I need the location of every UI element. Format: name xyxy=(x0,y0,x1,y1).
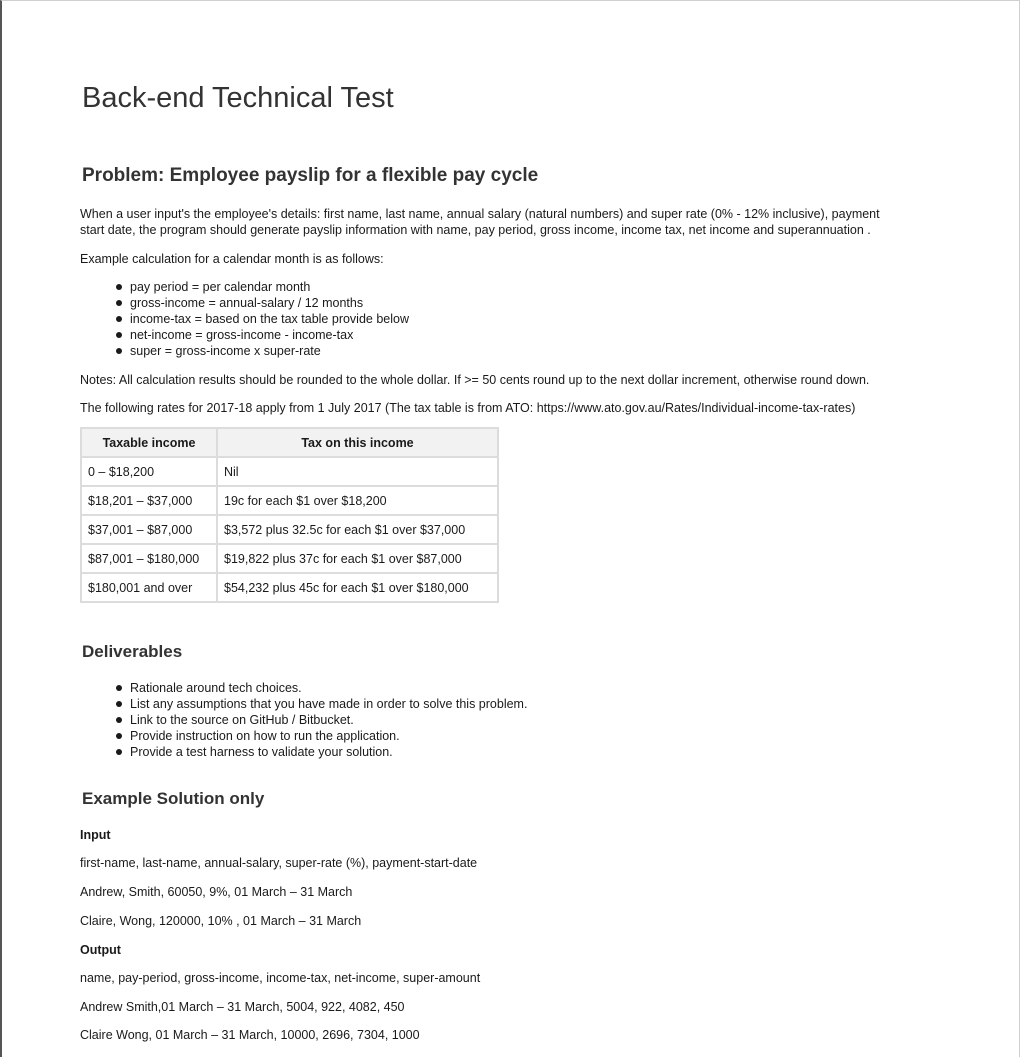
table-cell: 0 – $18,200 xyxy=(81,457,217,486)
table-cell: Nil xyxy=(217,457,498,486)
table-row xyxy=(81,515,498,544)
list-item: pay period = per calendar month xyxy=(130,279,409,295)
rates-intro: The following rates for 2017-18 apply from 1 July 2017 (The tax table is from ATO: https://www.ato.gov.au/Rates/Individual-income-tax-rates) xyxy=(80,401,856,415)
problem-intro-line1: When a user input's the employee's details: first name, last name, annual salary (natural numbers) and super rate (0% - 12% inclusive), payment xyxy=(80,207,880,221)
table-cell: 19c for each $1 over $18,200 xyxy=(217,486,498,515)
list-item: List any assumptions that you have made in order to solve this problem. xyxy=(130,697,528,711)
table-row xyxy=(81,486,498,515)
calc-list xyxy=(80,279,409,359)
deliverables-list xyxy=(80,680,527,760)
list-item: Provide instruction on how to run the application. xyxy=(130,728,527,744)
example-heading: Example Solution only xyxy=(82,789,265,808)
output-line: name, pay-period, gross-income, income-tax, net-income, super-amount xyxy=(80,971,481,985)
notes-text: Notes: All calculation results should be rounded to the whole dollar. If >= 50 cents round up to the next dollar increment, otherwise round down. xyxy=(80,373,870,387)
output-line: Claire Wong, 01 March – 31 March, 10000, 2696, 7304, 1000 xyxy=(80,1028,420,1042)
table-row xyxy=(81,544,498,573)
tax-table xyxy=(80,427,499,603)
list-item: Rationale around tech choices. xyxy=(130,680,527,696)
page-title: Back-end Technical Test xyxy=(82,82,394,114)
table-cell: $37,001 – $87,000 xyxy=(81,515,217,544)
table-cell: $18,201 – $37,000 xyxy=(81,486,217,515)
table-cell: $87,001 – $180,000 xyxy=(81,544,217,573)
list-item: Provide a test harness to validate your solution. xyxy=(130,744,527,760)
input-line: Claire, Wong, 120000, 10% , 01 March – 31 March xyxy=(80,914,362,928)
list-item: Link to the source on GitHub / Bitbucket. xyxy=(130,712,527,728)
table-cell: $180,001 and over xyxy=(81,573,217,602)
output-line: Andrew Smith,01 March – 31 March, 5004, 922, 4082, 450 xyxy=(80,1000,405,1014)
table-row xyxy=(81,573,498,602)
problem-heading: Problem: Employee payslip for a flexible pay cycle xyxy=(82,165,539,186)
example-intro: Example calculation for a calendar month is as follows: xyxy=(80,252,384,266)
list-item: income-tax = based on the tax table provide below xyxy=(130,312,409,326)
table-cell: $54,232 plus 45c for each $1 over $180,000 xyxy=(217,573,498,602)
list-item: super = gross-income x super-rate xyxy=(130,343,409,359)
table-header: Taxable income xyxy=(81,428,217,457)
table-cell: $19,822 plus 37c for each $1 over $87,000 xyxy=(217,544,498,573)
problem-intro-line2: start date, the program should generate payslip information with name, pay period, gross income, income tax, net income and superannuation . xyxy=(80,223,871,237)
table-header-row xyxy=(81,428,498,457)
list-item: gross-income = annual-salary / 12 months xyxy=(130,295,409,311)
input-line: first-name, last-name, annual-salary, super-rate (%), payment-start-date xyxy=(80,856,478,870)
output-label: Output xyxy=(80,943,121,957)
deliverables-heading: Deliverables xyxy=(82,642,183,661)
table-row xyxy=(81,457,498,486)
list-item: net-income = gross-income - income-tax xyxy=(130,327,409,343)
input-line: Andrew, Smith, 60050, 9%, 01 March – 31 March xyxy=(80,885,353,899)
input-label: Input xyxy=(80,828,111,842)
table-header: Tax on this income xyxy=(217,428,498,457)
table-cell: $3,572 plus 32.5c for each $1 over $37,000 xyxy=(217,515,498,544)
